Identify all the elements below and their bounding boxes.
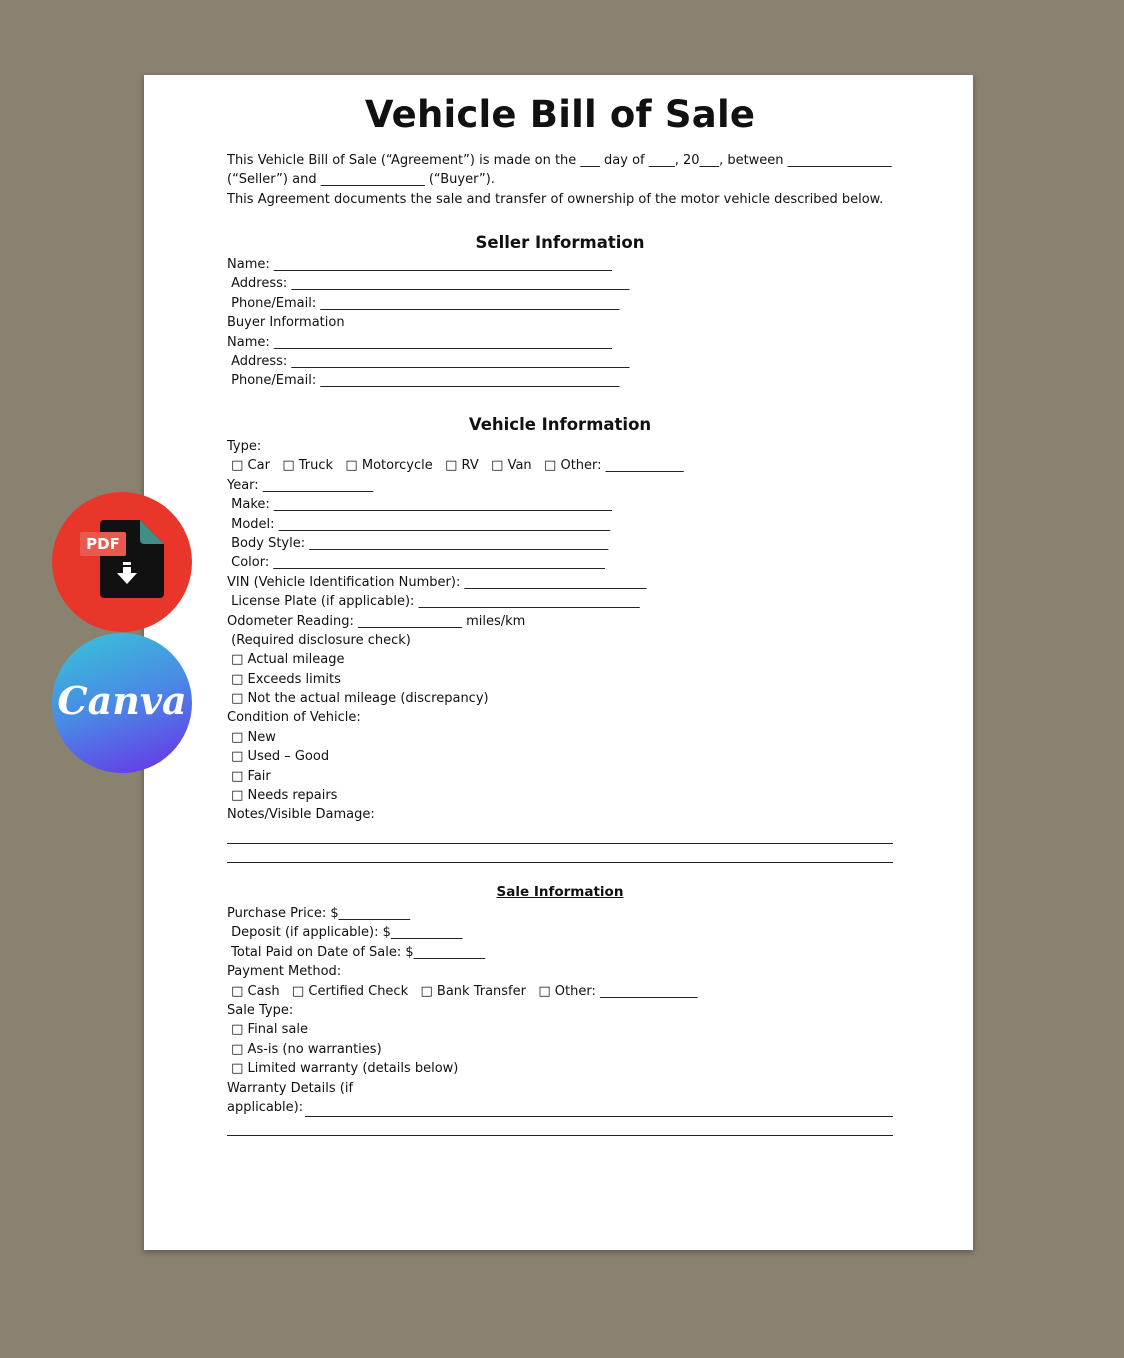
condition-used-good-checkbox[interactable]: □ Used – Good (227, 749, 330, 765)
disclosure-label: (Required disclosure check) (227, 632, 411, 648)
warranty-line[interactable] (227, 1098, 893, 1117)
intro-line: (“Seller”) and ________________ (“Buyer”). (227, 172, 495, 188)
type-label: Type: (227, 439, 262, 454)
condition-label: Condition of Vehicle: (227, 710, 361, 726)
purchase-price-field[interactable]: Purchase Price: $___________ (227, 906, 411, 921)
type-checkboxes[interactable]: □ Car □ Truck □ Motorcycle □ RV □ Van □ Other: ____________ (227, 458, 684, 474)
intro-line: This Vehicle Bill of Sale (“Agreement”) is made on the ___ day of ____, 20___, between ________________ (227, 153, 892, 168)
seller-heading: Seller Information (475, 233, 645, 252)
deposit-field[interactable]: Deposit (if applicable): $___________ (227, 925, 463, 941)
canva-logo-text: Canva (57, 678, 187, 723)
model-field[interactable]: Model: ___________________________________________________ (227, 516, 611, 532)
vehicle-section (227, 413, 893, 863)
body-style-field[interactable]: Body Style: ______________________________________________ (227, 535, 609, 551)
pdf-label: PDF (80, 532, 126, 556)
buyer-name-field[interactable]: Name: ____________________________________________________ (227, 334, 612, 350)
condition-fair-checkbox[interactable]: □ Fair (227, 768, 271, 784)
warranty-line[interactable] (227, 1117, 893, 1136)
seller-section (227, 231, 893, 391)
condition-needs-repairs-checkbox[interactable]: □ Needs repairs (227, 788, 338, 804)
odometer-field[interactable]: Odometer Reading: ________________ miles/km (227, 613, 526, 629)
buyer-phone-field[interactable]: Phone/Email: ______________________________________________ (227, 373, 620, 389)
seller-address-field[interactable]: Address: ____________________________________________________ (227, 276, 630, 292)
payment-method-checkboxes[interactable]: □ Cash □ Certified Check □ Bank Transfer □ Other: _______________ (227, 983, 698, 999)
exceeds-limits-checkbox[interactable]: □ Exceeds limits (227, 671, 341, 687)
year-field[interactable]: Year: _________________ (227, 477, 374, 493)
intro-paragraph (227, 151, 893, 209)
limited-warranty-checkbox[interactable]: □ Limited warranty (details below) (227, 1061, 459, 1077)
warranty-field-row (227, 1098, 893, 1117)
notes-label: Notes/Visible Damage: (227, 807, 375, 823)
buyer-address-field[interactable]: Address: ____________________________________________________ (227, 353, 630, 369)
warranty-label: Warranty Details (if (227, 1080, 354, 1096)
color-field[interactable]: Color: ___________________________________________________ (227, 555, 605, 571)
canva-badge[interactable] (52, 633, 192, 773)
final-sale-checkbox[interactable]: □ Final sale (227, 1022, 308, 1038)
document-page (144, 75, 973, 1250)
pdf-file-icon (52, 492, 192, 632)
condition-new-checkbox[interactable]: □ New (227, 729, 276, 745)
not-actual-mileage-checkbox[interactable]: □ Not the actual mileage (discrepancy) (227, 691, 489, 707)
sale-section (227, 880, 893, 1136)
intro-line: This Agreement documents the sale and transfer of ownership of the motor vehicle described below. (227, 191, 884, 207)
as-is-checkbox[interactable]: □ As-is (no warranties) (227, 1041, 382, 1057)
license-plate-field[interactable]: License Plate (if applicable): __________________________________ (227, 594, 640, 610)
vin-field[interactable]: VIN (Vehicle Identification Number): ____________________________ (227, 574, 647, 590)
buyer-subheading: Buyer Information (227, 315, 345, 331)
notes-line[interactable] (227, 844, 893, 863)
payment-method-label: Payment Method: (227, 964, 342, 980)
sale-type-label: Sale Type: (227, 1002, 294, 1018)
seller-name-field[interactable]: Name: ____________________________________________________ (227, 257, 612, 272)
vehicle-heading: Vehicle Information (468, 415, 652, 434)
seller-phone-field[interactable]: Phone/Email: ______________________________________________ (227, 295, 620, 311)
notes-line[interactable] (227, 825, 893, 844)
sale-heading: Sale Information (496, 884, 624, 900)
total-paid-field[interactable]: Total Paid on Date of Sale: $___________ (227, 944, 486, 960)
actual-mileage-checkbox[interactable]: □ Actual mileage (227, 652, 345, 668)
pdf-download-badge[interactable] (52, 492, 192, 632)
make-field[interactable]: Make: ____________________________________________________ (227, 497, 612, 513)
warranty-label-cont: applicable): (227, 1098, 305, 1117)
document-title: Vehicle Bill of Sale (364, 93, 756, 136)
